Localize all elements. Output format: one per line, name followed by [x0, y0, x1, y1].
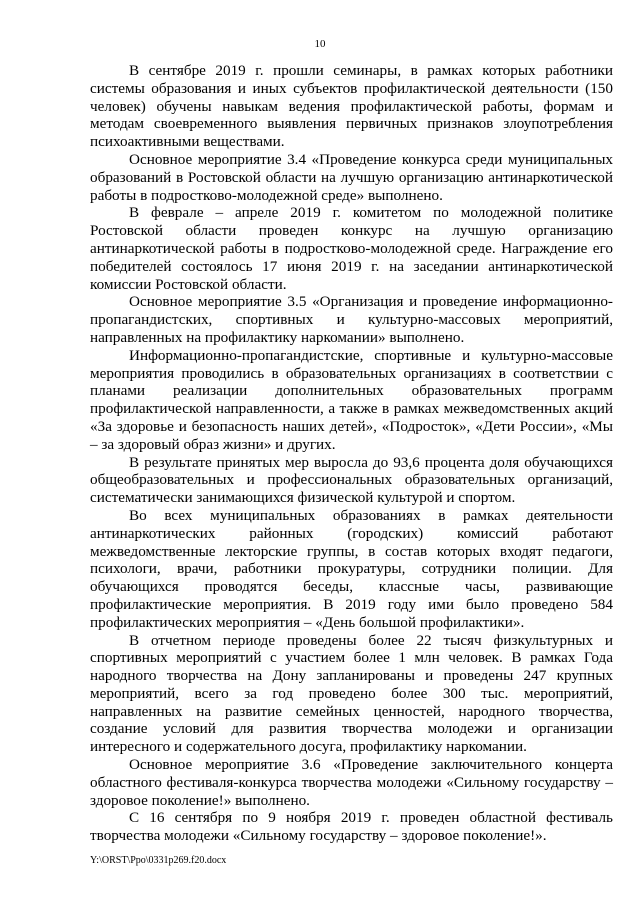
paragraph-measure-3-4: Основное мероприятие 3.4 «Проведение конкурса среди муниципальных образований в Ростовской области на лучшую организацию антинаркотической работы в подростково-молодежной среде» выполнено. — [90, 150, 613, 204]
paragraph-festival: С 16 сентября по 9 ноября 2019 г. проведен областной фестиваль творчества молодежи «Сильному государству – здоровое поколение!». — [90, 809, 613, 845]
paragraph-contest: В феврале – апреле 2019 г. комитетом по молодежной политике Ростовской области проведен конкурс на лучшую организацию антинаркотической работы в подростково-молодежной среде. Награждение его победителей состоялось 17 июня 2019 г. на заседании антинаркотической комиссии Ростовской области. — [90, 204, 613, 293]
document-body — [90, 62, 613, 845]
paragraph-lecture-groups: Во всех муниципальных образованиях в рамках деятельности антинаркотических районных (городских) комиссий работают межведомственные лекторские группы, в состав которых входят педагоги, психологи, врачи, работники прокуратуры, сотрудники полиции. Для обучающихся проводятся беседы, классные часы, развивающие профилактические мероприятия. В 2019 году ими было проведено 584 профилактических мероприятия – «День большой профилактики». — [90, 506, 613, 631]
footer-file-path: Y:\ORST\Ppo\0331p269.f20.docx — [90, 855, 227, 866]
paragraph-measure-3-5: Основное мероприятие 3.5 «Организация и проведение информационно-пропагандистских, спортивных и культурно-массовых мероприятий, направленных на профилактику наркомании» выполнено. — [90, 293, 613, 346]
paragraph-reporting-period: В отчетном периоде проведены более 22 тысяч физкультурных и спортивных мероприятий с участием более 1 млн человек. В рамках Года народного творчества на Дону запланированы и проведены 247 крупных мероприятий, всего за год проведено более 300 тыс. мероприятий, направленных на развитие семейных ценностей, народного творчества, создание условий для развития творчества молодежи и организации интересного и содержательного досуга, профилактику наркомании. — [90, 631, 613, 756]
paragraph-seminars: В сентябре 2019 г. прошли семинары, в рамках которых работники системы образования и иных субъектов профилактической деятельности (150 человек) обучены навыкам ведения профилактической работы, формам и методам своевременного выявления первичных признаков злоупотребления психоактивными веществами. — [90, 62, 613, 151]
paragraph-events: Информационно-пропагандистские, спортивные и культурно-массовые мероприятия проводились в образовательных организациях в соответствии с планами реализации дополнительных образовательных программ профилактической направленности, а также в рамках межведомственных акций «За здоровье и безопасность наших детей», «Подросток», «Дети России», «Мы – за здоровый образ жизни» и других. — [90, 346, 613, 453]
paragraph-measure-3-6: Основное мероприятие 3.6 «Проведение заключительного концерта областного фестиваля-конкурса творчества молодежи «Сильному государству – здоровое поколение!» выполнено. — [90, 756, 613, 809]
paragraph-results: В результате принятых мер выросла до 93,6 процента доля обучающихся общеобразовательных и профессиональных образовательных организаций, систематически занимающихся физической культурой и спортом. — [90, 453, 613, 507]
page-number: 10 — [314, 38, 326, 50]
